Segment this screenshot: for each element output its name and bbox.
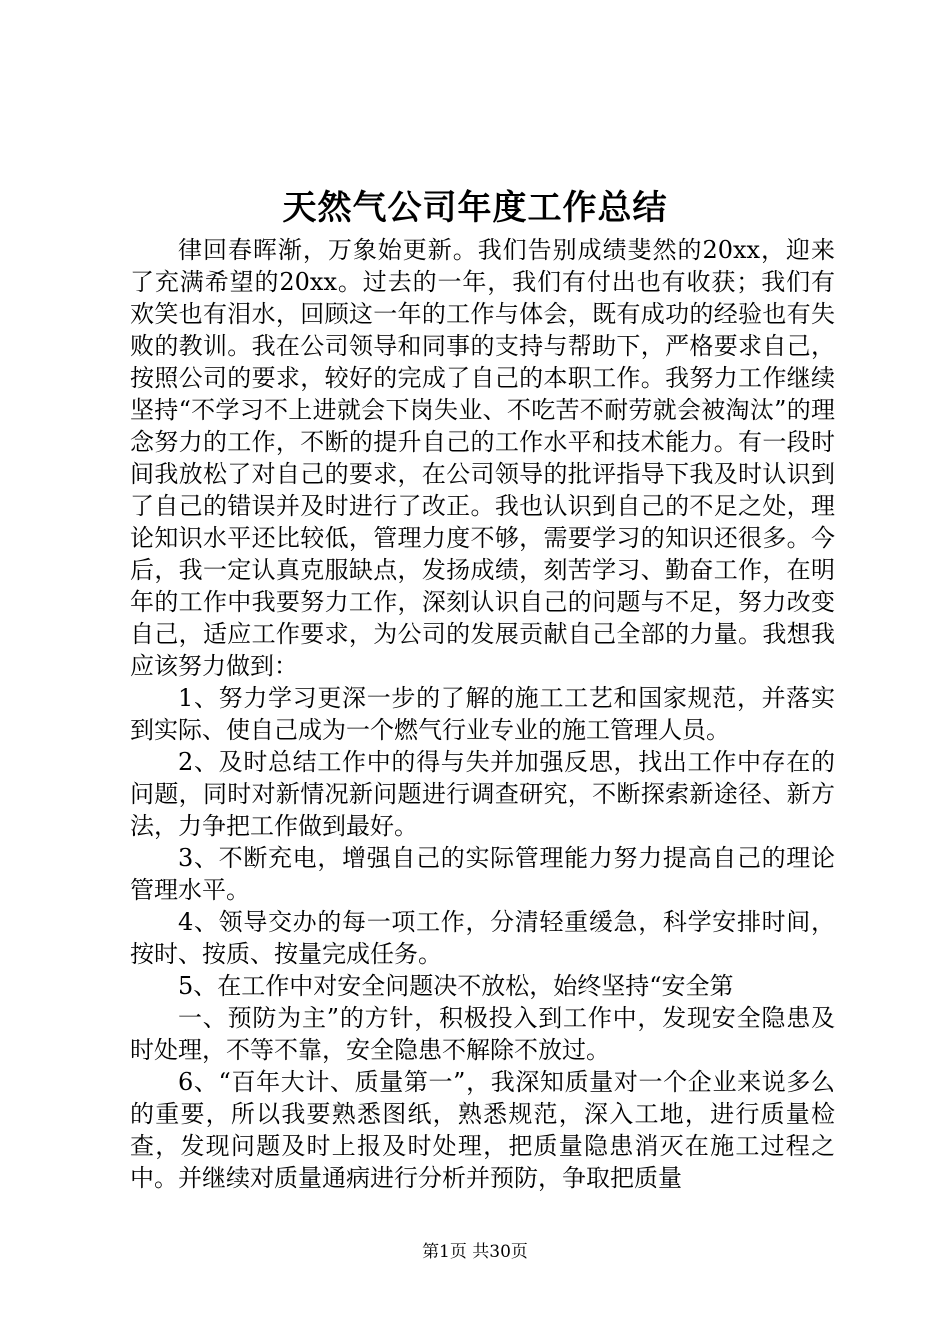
list-item-3: 3、不断充电，增强自己的实际管理能力努力提高自己的理论管理水平。 bbox=[130, 844, 835, 904]
list-item-1: 1、努力学习更深一步的了解的施工工艺和国家规范，并落实到实际、使自己成为一个燃气行业专业的施工管理人员。 bbox=[130, 684, 835, 744]
list-item-2: 2、及时总结工作中的得与失并加强反思，找出工作中存在的问题，同时对新情况新问题进行调查研究，不断探索新途径、新方法，力争把工作做到最好。 bbox=[130, 748, 835, 840]
page-footer: 第1页 共30页 bbox=[422, 1242, 528, 1262]
list-item-6: 6、“百年大计、质量第一”，我深知质量对一个企业来说多么的重要，所以我要熟悉图纸，熟悉规范，深入工地，进行质量检查，发现问题及时上报及时处理，把质量隐患消灭在施工过程之中。并继续对质量通病进行分析并预防，争取把质量 bbox=[130, 1068, 835, 1192]
document-body bbox=[130, 234, 835, 1194]
list-item-4: 4、领导交办的每一项工作，分清轻重缓急，科学安排时间，按时、按质、按量完成任务。 bbox=[130, 908, 835, 968]
document-title: 天然气公司年度工作总结 bbox=[282, 188, 668, 228]
list-item-5-continued: 一、预防为主”的方针，积极投入到工作中，发现安全隐患及时处理，不等不靠，安全隐患不解除不放过。 bbox=[130, 1004, 835, 1064]
intro-paragraph: 律回春晖渐，万象始更新。我们告别成绩斐然的20xx，迎来了充满希望的20xx。过去的一年，我们有付出也有收获；我们有欢笑也有泪水，回顾这一年的工作与体会，既有成功的经验也有失败的教训。我在公司领导和同事的支持与帮助下，严格要求自己，按照公司的要求，较好的完成了自己的本职工作。我努力工作继续坚持“不学习不上进就会下岗失业、不吃苦不耐劳就会被淘汰”的理念努力的工作，不断的提升自己的工作水平和技术能力。有一段时间我放松了对自己的要求，在公司领导的批评指导下我及时认识到了自己的错误并及时进行了改正。我也认识到自己的不足之处，理论知识水平还比较低，管理力度不够，需要学习的知识还很多。今后，我一定认真克服缺点，发扬成绩，刻苦学习、勤奋工作，在明年的工作中我要努力工作，深刻认识自己的问题与不足，努力改变自己，适应工作要求，为公司的发展贡献自己全部的力量。我想我应该努力做到： bbox=[130, 236, 835, 680]
list-item-5: 5、在工作中对安全问题决不放松，始终坚持“安全第 bbox=[178, 972, 734, 1000]
